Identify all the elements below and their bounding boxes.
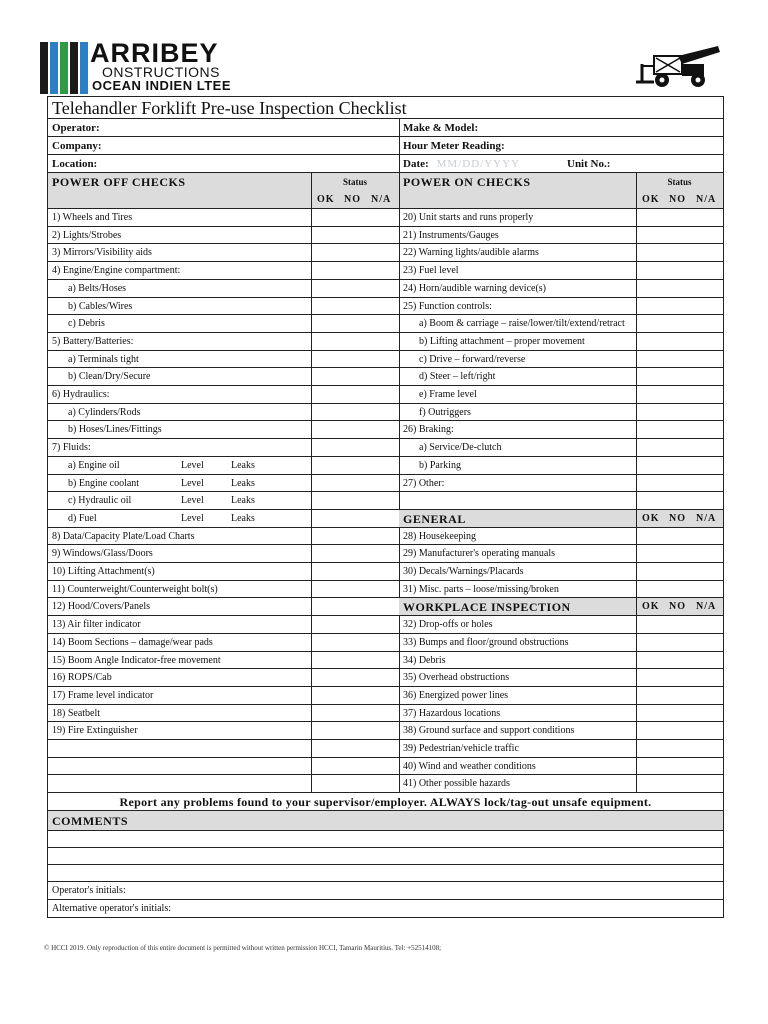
power-off-heading: POWER OFF CHECKS	[52, 175, 186, 189]
power-off-item: c) Debris	[68, 318, 105, 329]
table-row	[48, 775, 723, 793]
power-on-item: 30) Decals/Warnings/Placards	[403, 566, 524, 577]
table-row	[48, 722, 723, 740]
power-off-item: 15) Boom Angle Indicator-free movement	[52, 655, 221, 666]
power-on-item: 34) Debris	[403, 655, 446, 666]
table-row	[48, 634, 723, 652]
power-off-status-cell[interactable]	[311, 616, 399, 633]
power-on-item: 40) Wind and weather conditions	[403, 761, 536, 772]
table-row	[48, 510, 723, 528]
logo-bar	[60, 42, 68, 94]
power-on-status-cell[interactable]	[636, 740, 723, 757]
power-on-item: 39) Pedestrian/vehicle traffic	[403, 743, 519, 754]
power-off-status-cell[interactable]	[311, 563, 399, 580]
power-on-status-cell[interactable]	[636, 475, 723, 491]
footer-copyright: © HCCI 2019. Only reproduction of this entire document is permitted without written permission HCCI, Tamarin Mauritius. Tel: +52514108;	[44, 944, 442, 952]
power-on-status-cell[interactable]	[636, 634, 723, 651]
power-off-status-cell[interactable]	[311, 404, 399, 420]
power-off-status-cell[interactable]	[311, 475, 399, 491]
alternate-initials-label: Alternative operator's initials:	[52, 903, 171, 914]
power-off-status-cell[interactable]	[311, 227, 399, 243]
power-on-item: b) Parking	[419, 460, 461, 471]
date-field[interactable]	[399, 155, 563, 172]
power-off-item: 1) Wheels and Tires	[52, 212, 133, 223]
power-on-item: 24) Horn/audible warning device(s)	[403, 283, 547, 294]
info-row-operator	[48, 119, 723, 137]
power-on-item: c) Drive – forward/reverse	[419, 354, 526, 365]
level-label: Level	[181, 513, 204, 524]
power-on-item: 23) Fuel level	[403, 265, 459, 276]
power-on-item: 33) Bumps and floor/ground obstructions	[403, 637, 569, 648]
power-off-item: 14) Boom Sections – damage/wear pads	[52, 637, 213, 648]
power-off-item: 9) Windows/Glass/Doors	[52, 548, 153, 559]
power-on-status-cell[interactable]	[636, 775, 723, 792]
table-row	[48, 598, 723, 616]
power-on-status-cell[interactable]	[636, 315, 723, 332]
power-off-item: 10) Lifting Attachment(s)	[52, 566, 155, 577]
table-row	[48, 528, 723, 545]
table-row	[48, 351, 723, 368]
table-row	[48, 616, 723, 634]
power-off-item: b) Engine coolant	[68, 478, 140, 489]
power-on-status-cell[interactable]	[636, 545, 723, 562]
power-off-status-cell[interactable]	[311, 775, 399, 792]
power-on-item: b) Lifting attachment – proper movement	[419, 336, 585, 347]
level-label: Level	[181, 478, 204, 489]
safety-notice: Report any problems found to your supervisor/employer. ALWAYS lock/tag-out unsafe equipment.	[48, 793, 723, 811]
info-row-location	[48, 155, 723, 173]
power-on-status-cell[interactable]	[636, 280, 723, 297]
power-on-item: 26) Braking:	[403, 424, 454, 435]
power-on-item: a) Boom & carriage – raise/lower/tilt/extend/retract	[419, 318, 625, 329]
power-on-item: 38) Ground surface and support conditions	[403, 725, 575, 736]
comment-line[interactable]	[48, 865, 723, 882]
table-row	[48, 475, 723, 492]
power-on-item: e) Frame level	[419, 389, 477, 400]
make-model-field[interactable]: Make & Model:	[403, 122, 479, 134]
power-off-item: 6) Hydraulics:	[52, 389, 110, 400]
table-row	[48, 563, 723, 581]
hour-meter-field[interactable]: Hour Meter Reading:	[403, 140, 505, 152]
power-off-item: d) Fuel	[68, 513, 97, 524]
leaks-label: Leaks	[231, 460, 255, 471]
power-off-item: 11) Counterweight/Counterweight bolt(s)	[52, 584, 218, 595]
table-row	[48, 333, 723, 351]
comments-header	[48, 811, 723, 831]
power-on-item: 32) Drop-offs or holes	[403, 619, 493, 630]
power-on-status-cell[interactable]	[636, 669, 723, 686]
power-on-item: 21) Instruments/Gauges	[403, 230, 499, 241]
table-row	[48, 581, 723, 598]
power-on-status-cell[interactable]	[636, 351, 723, 367]
power-on-item: 28) Housekeeping	[403, 531, 477, 542]
level-label: Level	[181, 460, 204, 471]
table-row	[48, 669, 723, 687]
power-on-item: d) Steer – left/right	[419, 371, 496, 382]
comments-heading: COMMENTS	[52, 814, 128, 828]
power-off-status-cell[interactable]	[311, 262, 399, 279]
power-off-status-cell[interactable]	[311, 333, 399, 350]
power-off-status-cell[interactable]	[311, 244, 399, 261]
table-row	[48, 705, 723, 722]
checks-header	[48, 173, 723, 209]
power-on-item: 20) Unit starts and runs properly	[403, 212, 534, 223]
power-on-status-cell[interactable]	[636, 652, 723, 668]
power-off-status-cell[interactable]	[311, 439, 399, 456]
level-label: Level	[181, 495, 204, 506]
table-row	[48, 262, 723, 280]
power-off-status-cell[interactable]	[311, 652, 399, 668]
power-off-status-cell[interactable]	[311, 758, 399, 774]
date-placeholder: MM/DD/YYYY	[436, 158, 520, 170]
power-off-item	[48, 758, 311, 774]
comment-line[interactable]	[48, 848, 723, 865]
power-on-status-cell[interactable]	[636, 457, 723, 474]
power-on-status-cell[interactable]	[636, 492, 723, 509]
power-on-status-cell[interactable]	[636, 421, 723, 438]
table-row	[48, 368, 723, 386]
operator-field[interactable]: Operator:	[52, 122, 100, 134]
table-row	[48, 492, 723, 510]
status-cols: OK NO N/A	[642, 513, 717, 524]
table-row	[48, 740, 723, 758]
operator-initials-label: Operator's initials:	[52, 885, 126, 896]
power-off-item: 7) Fluids:	[52, 442, 91, 453]
power-on-item: 25) Function controls:	[403, 301, 492, 312]
table-row	[48, 404, 723, 421]
table-row	[48, 280, 723, 298]
power-on-status-cell[interactable]	[636, 528, 723, 544]
logo-bar	[40, 42, 48, 94]
power-off-item: 13) Air filter indicator	[52, 619, 141, 630]
power-off-status-cell[interactable]	[311, 386, 399, 403]
table-row	[48, 209, 723, 227]
table-row	[48, 298, 723, 315]
power-off-status-cell[interactable]	[311, 581, 399, 597]
leaks-label: Leaks	[231, 478, 255, 489]
power-off-status-cell[interactable]	[311, 722, 399, 739]
power-off-status-cell[interactable]	[311, 421, 399, 438]
power-on-status-cell[interactable]	[636, 298, 723, 314]
power-on-item: f) Outriggers	[419, 407, 471, 418]
logo-name: ARRIBEY	[90, 38, 219, 68]
power-off-status-cell[interactable]	[311, 298, 399, 314]
logo-bar	[80, 42, 88, 94]
power-on-status-cell[interactable]	[636, 404, 723, 420]
power-on-status-cell[interactable]	[636, 687, 723, 704]
table-row	[48, 652, 723, 669]
power-off-status-cell[interactable]	[311, 492, 399, 509]
power-on-status-cell[interactable]	[636, 262, 723, 279]
power-off-status-cell[interactable]	[311, 510, 399, 527]
power-on-item: 35) Overhead obstructions	[403, 672, 510, 683]
power-on-status-cell[interactable]	[636, 616, 723, 633]
power-off-item: b) Clean/Dry/Secure	[68, 371, 151, 382]
table-row	[48, 244, 723, 262]
power-off-status-cell[interactable]	[311, 687, 399, 704]
status-label: Status	[667, 177, 692, 187]
unit-no-field[interactable]: Unit No.:	[567, 158, 611, 170]
table-row	[48, 315, 723, 333]
power-on-item: 27) Other:	[403, 478, 445, 489]
power-off-item: b) Hoses/Lines/Fittings	[68, 424, 162, 435]
power-off-status-cell[interactable]	[311, 545, 399, 562]
company-logo	[40, 38, 240, 94]
power-off-status-cell[interactable]	[311, 457, 399, 474]
power-on-status-cell[interactable]	[636, 439, 723, 456]
power-on-status-cell[interactable]	[636, 244, 723, 261]
power-on-status-cell[interactable]	[636, 333, 723, 350]
logo-bar	[50, 42, 58, 94]
table-row	[48, 421, 723, 439]
power-off-status-cell[interactable]	[311, 598, 399, 615]
power-off-status-cell[interactable]	[311, 634, 399, 651]
workplace-heading: WORKPLACE INSPECTION	[403, 600, 571, 614]
power-off-item: b) Cables/Wires	[68, 301, 133, 312]
table-row	[48, 457, 723, 475]
table-row	[48, 227, 723, 244]
power-on-status-cell[interactable]	[636, 227, 723, 243]
operator-initials-row[interactable]	[48, 882, 723, 900]
power-on-status-cell[interactable]	[636, 386, 723, 403]
table-row	[48, 687, 723, 705]
power-on-item: 29) Manufacturer's operating manuals	[403, 548, 556, 559]
leaks-label: Leaks	[231, 495, 255, 506]
power-on-item: 22) Warning lights/audible alarms	[403, 247, 539, 258]
power-on-status-cell[interactable]	[636, 705, 723, 721]
power-off-item	[48, 775, 311, 792]
power-on-item	[399, 492, 636, 509]
leaks-label: Leaks	[231, 513, 255, 524]
power-off-item: 4) Engine/Engine compartment:	[52, 265, 181, 276]
power-off-item: 16) ROPS/Cab	[52, 672, 112, 683]
status-label: Status	[342, 177, 367, 187]
power-off-status-cell[interactable]	[311, 315, 399, 332]
power-off-item: 17) Frame level indicator	[52, 690, 154, 701]
info-row-company	[48, 137, 723, 155]
power-off-status-cell[interactable]	[311, 280, 399, 297]
power-off-item: a) Belts/Hoses	[68, 283, 127, 294]
power-on-item: 37) Hazardous locations	[403, 708, 501, 719]
status-cols: OK NO N/A	[317, 194, 392, 205]
power-off-item: a) Engine oil	[68, 460, 120, 471]
location-field[interactable]: Location:	[52, 158, 98, 170]
power-off-status-cell[interactable]	[311, 209, 399, 226]
power-off-item: 8) Data/Capacity Plate/Load Charts	[52, 531, 195, 542]
power-on-item: 31) Misc. parts – loose/missing/broken	[403, 584, 559, 595]
status-cols: OK NO N/A	[642, 601, 717, 612]
page-title: Telehandler Forklift Pre-use Inspection Checklist	[48, 97, 723, 119]
status-cols: OK NO N/A	[642, 194, 717, 205]
power-off-item: 3) Mirrors/Visibility aids	[52, 247, 152, 258]
comment-line[interactable]	[48, 831, 723, 848]
power-off-status-cell[interactable]	[311, 705, 399, 721]
power-off-status-cell[interactable]	[311, 368, 399, 385]
date-label: Date:	[403, 158, 429, 170]
power-off-status-cell[interactable]	[311, 528, 399, 544]
company-field[interactable]: Company:	[52, 140, 102, 152]
logo-sub: ONSTRUCTIONS	[102, 64, 220, 80]
power-on-status-cell[interactable]	[636, 758, 723, 774]
power-on-status-cell[interactable]	[636, 368, 723, 385]
general-heading: GENERAL	[403, 512, 466, 526]
power-off-status-cell[interactable]	[311, 351, 399, 367]
power-off-item	[48, 740, 311, 757]
power-on-status-cell[interactable]	[636, 581, 723, 597]
telehandler-icon	[634, 42, 726, 90]
power-off-item: 5) Battery/Batteries:	[52, 336, 134, 347]
power-off-item: a) Terminals tight	[68, 354, 139, 365]
logo-bar	[70, 42, 78, 94]
power-off-item: 12) Hood/Covers/Panels	[52, 601, 151, 612]
power-on-status-cell[interactable]	[636, 209, 723, 226]
table-row	[48, 545, 723, 563]
alternate-initials-row[interactable]	[48, 900, 723, 918]
power-off-item: 2) Lights/Strobes	[52, 230, 122, 241]
power-on-status-cell[interactable]	[636, 722, 723, 739]
power-on-item: 41) Other possible hazards	[403, 778, 510, 789]
table-row	[48, 439, 723, 457]
power-on-item: 36) Energized power lines	[403, 690, 509, 701]
power-on-status-cell[interactable]	[636, 563, 723, 580]
power-off-item: c) Hydraulic oil	[68, 495, 132, 506]
table-row	[48, 386, 723, 404]
power-off-status-cell[interactable]	[311, 740, 399, 757]
power-off-item: 18) Seatbelt	[52, 708, 101, 719]
logo-ocean: OCEAN INDIEN LTEE	[92, 78, 231, 93]
power-off-status-cell[interactable]	[311, 669, 399, 686]
table-row	[48, 758, 723, 775]
power-on-heading: POWER ON CHECKS	[403, 175, 531, 189]
power-on-item: a) Service/De-clutch	[419, 442, 502, 453]
power-off-item: 19) Fire Extinguisher	[52, 725, 138, 736]
power-off-item: a) Cylinders/Rods	[68, 407, 141, 418]
